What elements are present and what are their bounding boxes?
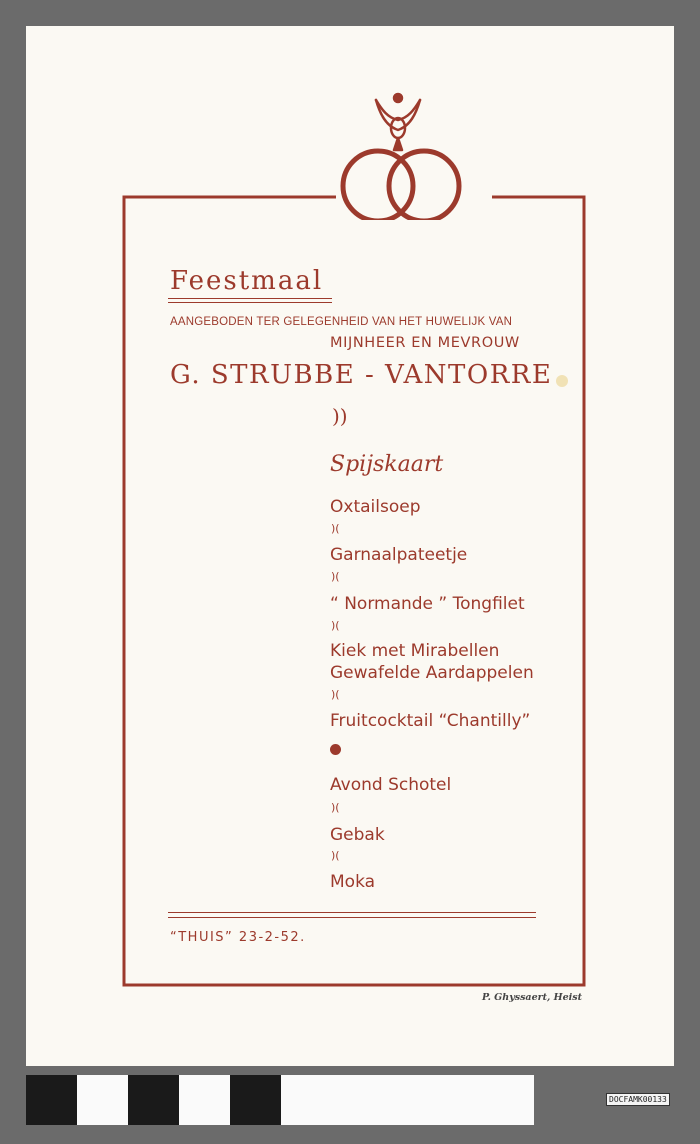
menu-separator: )( (331, 688, 340, 701)
bullet-dot (330, 744, 341, 755)
menu-item: Gebak (330, 825, 385, 845)
place-date: “THUIS” 23-2-52. (170, 930, 306, 945)
menu-separator: )( (331, 849, 340, 862)
swatch-white (77, 1075, 128, 1125)
menu-item: Moka (330, 872, 376, 892)
swatch-white-wide (281, 1075, 534, 1125)
menu-item: “ Normande ” Tongfilet (330, 594, 525, 614)
archive-id-label: DOCFAMK00133 (606, 1093, 670, 1106)
menu-item: Gewafelde Aardappelen (330, 663, 534, 683)
couple-names: G. STRUBBE - VANTORRE (170, 360, 553, 390)
color-calibration-bar (26, 1075, 534, 1125)
honorific-text: MIJNHEER EN MEVROUW (330, 335, 520, 351)
swatch-black (26, 1075, 77, 1125)
menu-item: Oxtailsoep (330, 497, 421, 517)
occasion-text: AANGEBODEN TER GELEGENHEID VAN HET HUWELIJK VAN (170, 316, 513, 328)
menu-heading: Spijskaart (330, 452, 444, 477)
menu-item: Garnaalpateetje (330, 545, 468, 565)
menu-item: Fruitcocktail “Chantilly” (330, 711, 531, 731)
paren-ornament: )) (332, 404, 348, 428)
swatch-black (230, 1075, 281, 1125)
menu-separator: )( (331, 570, 340, 583)
menu-item: Avond Schotel (330, 775, 452, 795)
menu-separator: )( (331, 801, 340, 814)
printer-credit: P. Ghyssaert, Heist (482, 992, 582, 1003)
swatch-white (179, 1075, 230, 1125)
menu-item: Kiek met Mirabellen (330, 641, 500, 661)
swatch-black (128, 1075, 179, 1125)
menu-separator: )( (331, 522, 340, 535)
footer-rule (168, 912, 536, 918)
page-title: Feestmaal (170, 266, 324, 296)
title-underline (168, 298, 332, 303)
paper-stain (556, 375, 568, 387)
menu-separator: )( (331, 619, 340, 632)
